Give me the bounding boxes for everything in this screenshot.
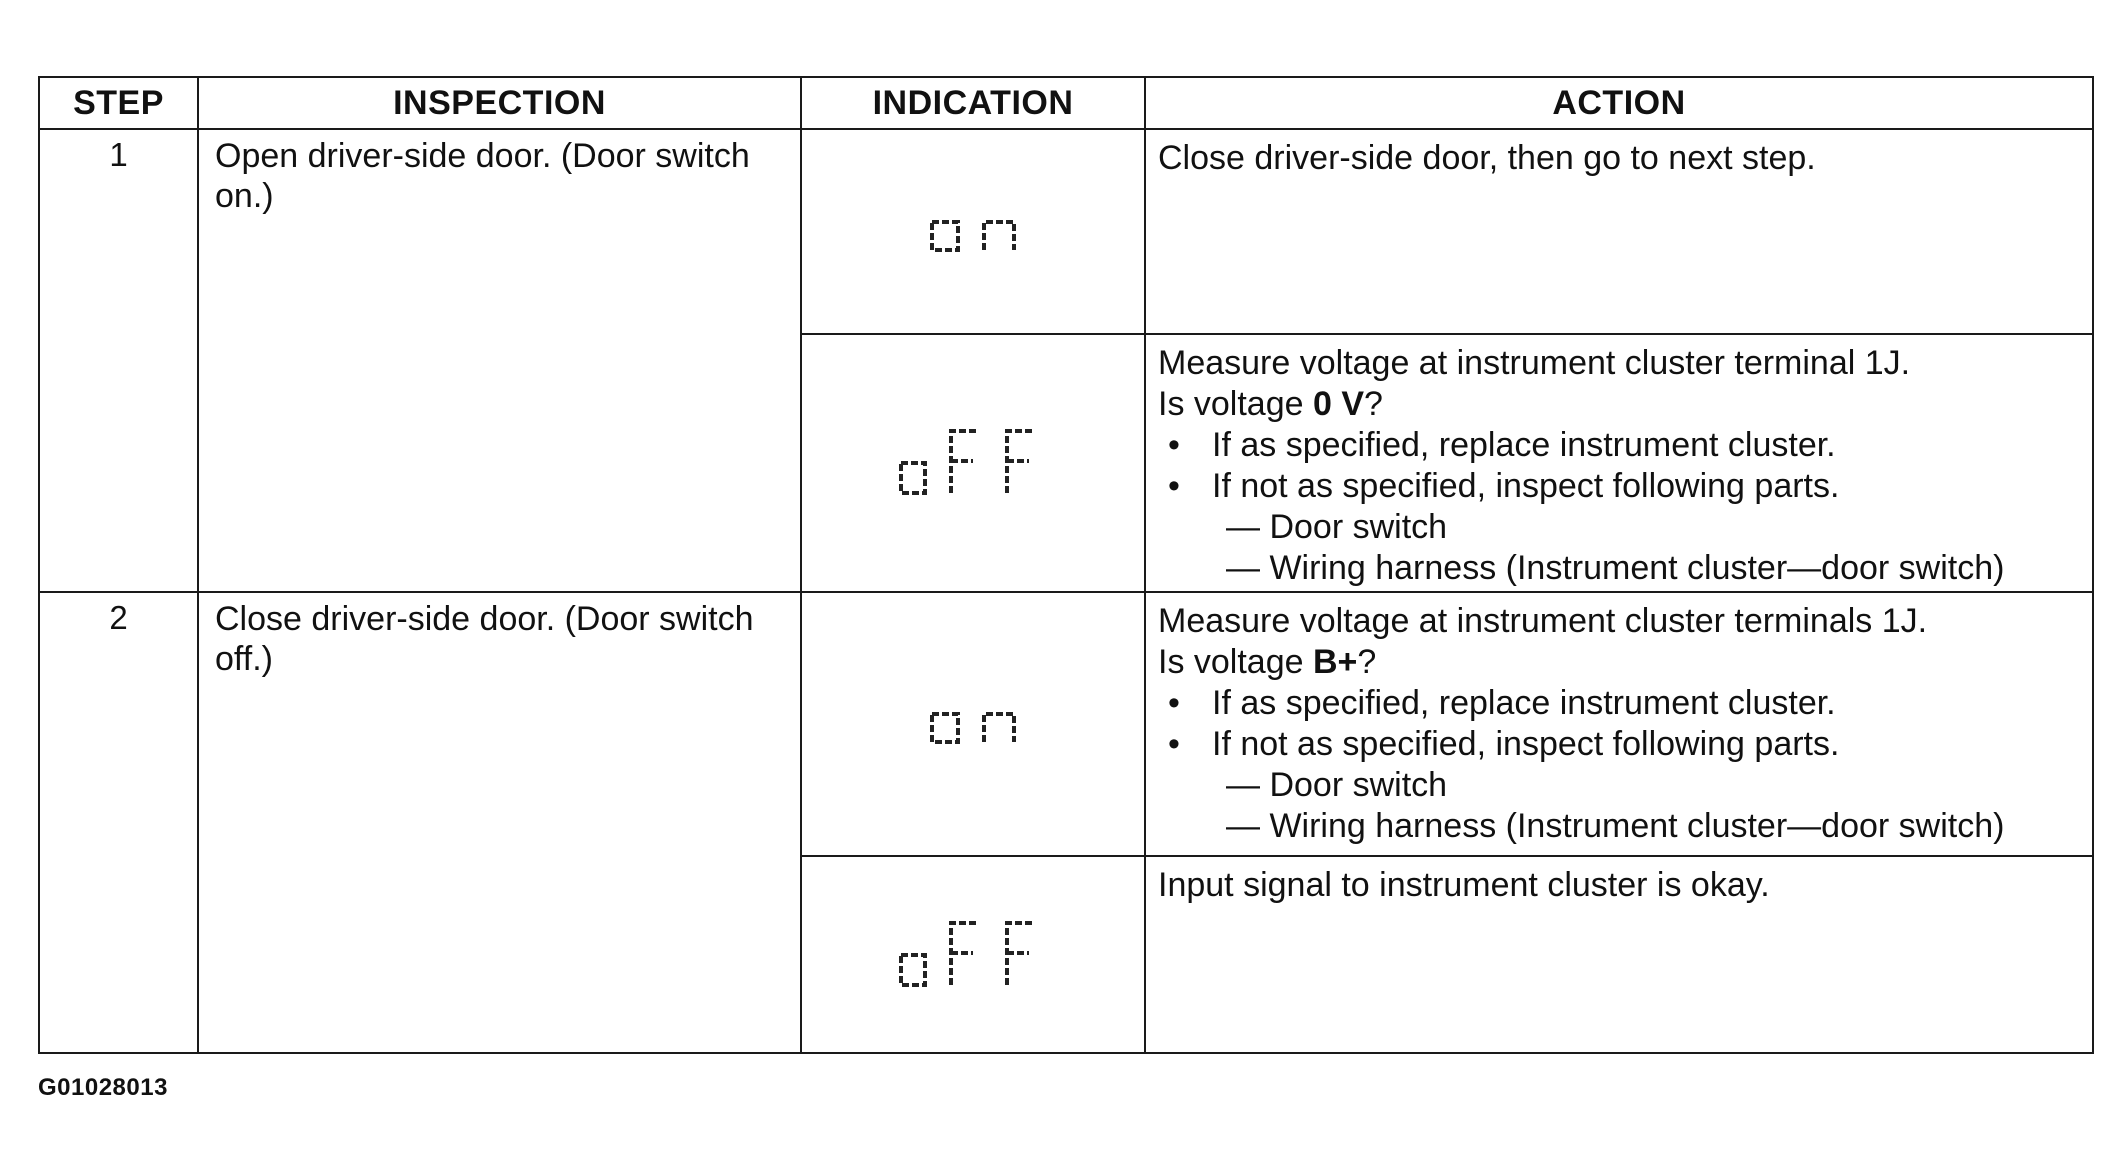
step-1-action-off (1145, 334, 2093, 592)
step-2-bullet-1: • If as specified, replace instrument cluster. (1168, 684, 1836, 722)
step-2-dash-2: — Wiring harness (Instrument cluster—door switch) (1226, 807, 2005, 845)
step-2-action-on (1145, 592, 2093, 856)
lcd-off-icon (802, 423, 1144, 503)
lcd-on-icon (802, 698, 1144, 750)
bullet-icon: • (1168, 725, 1180, 763)
step-1-measure: Measure voltage at instrument cluster terminal 1J. (1158, 344, 1911, 382)
step-2-action-off (1145, 856, 2093, 1053)
step-2-bullet-2: • If not as specified, inspect following parts. (1168, 725, 1840, 763)
step-1-bullet-2: • If not as specified, inspect following parts. (1168, 467, 1840, 505)
step-1-inspection: Open driver-side door. (Door switch on.) (198, 129, 801, 592)
step-1-indication-on (801, 129, 1145, 334)
step-2-measure: Measure voltage at instrument cluster terminals 1J. (1158, 602, 1928, 640)
figure-code: G01028013 (38, 1074, 168, 1101)
header-step: STEP (39, 77, 198, 129)
step-1-action-on-line: Close driver-side door, then go to next step. (1158, 139, 1816, 177)
diagnostic-table (38, 76, 2094, 1054)
bullet-icon: • (1168, 426, 1180, 464)
bullet-icon: • (1168, 684, 1180, 722)
header-row (39, 77, 2093, 129)
step-2-inspection: Close driver-side door. (Door switch off.) (198, 592, 801, 1053)
step-1-dash-1: — Door switch (1226, 508, 1448, 546)
step-2-dash-1: — Door switch (1226, 766, 1448, 804)
lcd-off-icon (802, 915, 1144, 995)
step-1-row-a (39, 129, 2093, 334)
step-1-number: 1 (39, 129, 198, 592)
step-2-spec-value: B+ (1312, 643, 1358, 681)
step-2-number: 2 (39, 592, 198, 1053)
step-2-action-off-line: Input signal to instrument cluster is okay. (1158, 866, 1770, 904)
step-1-action-on (1145, 129, 2093, 334)
step-1-dash-2: — Wiring harness (Instrument cluster—door switch) (1226, 549, 2005, 587)
bullet-icon: • (1168, 467, 1180, 505)
step-2-row-a (39, 592, 2093, 856)
step-1-question: Is voltage 0 V? (1158, 385, 1383, 423)
step-1-bullet-1: • If as specified, replace instrument cluster. (1168, 426, 1836, 464)
step-2-question: Is voltage B+? (1158, 643, 1377, 681)
header-action: ACTION (1145, 77, 2093, 129)
header-inspection: INSPECTION (198, 77, 801, 129)
step-1-spec-value: 0 V (1312, 385, 1365, 423)
lcd-on-icon (802, 206, 1144, 258)
step-2-indication-off (801, 856, 1145, 1053)
step-1-indication-off (801, 334, 1145, 592)
header-indication: INDICATION (801, 77, 1145, 129)
step-2-indication-on (801, 592, 1145, 856)
